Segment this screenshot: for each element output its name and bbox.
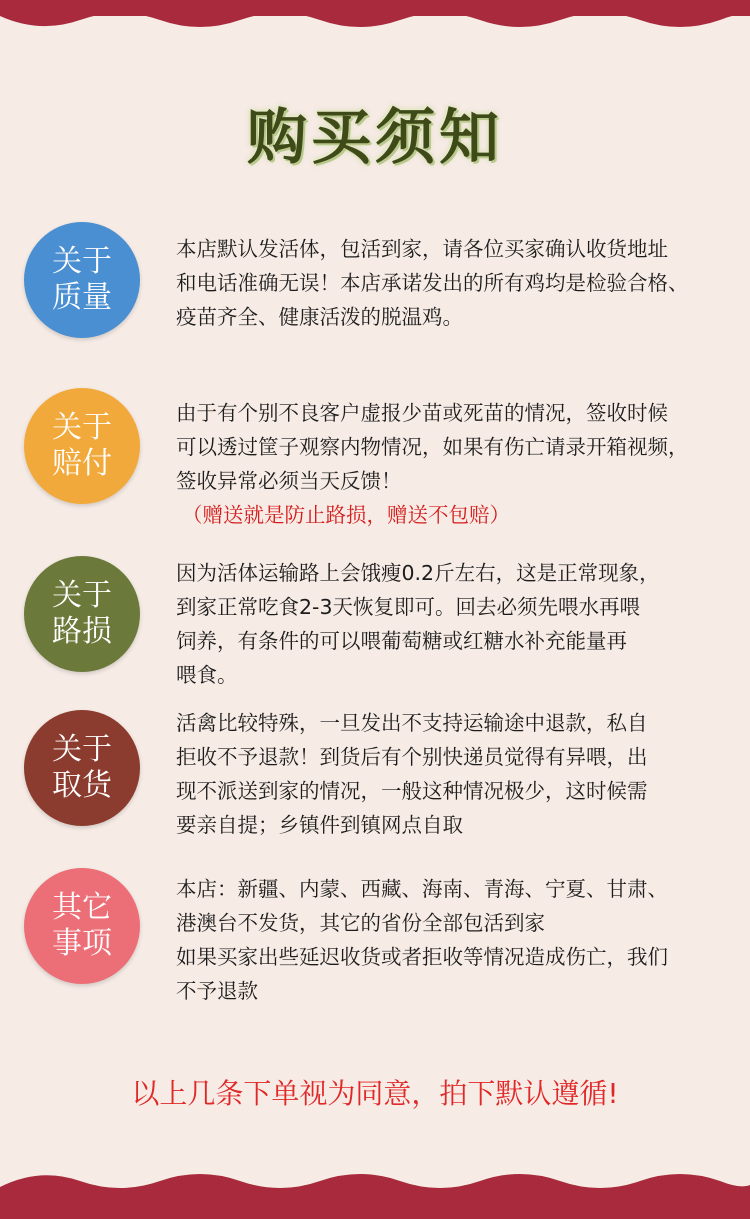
text-line: 可以透过筐子观察内物情况，如果有伤亡请录开箱视频， bbox=[176, 435, 689, 459]
text-line: 本店默认发活体，包活到家，请各位买家确认收货地址 bbox=[176, 237, 668, 261]
page-title: 购买须知 bbox=[247, 103, 503, 173]
compensation-note: （赠送就是防止路损，赠送不包赔） bbox=[182, 503, 510, 527]
text-line: 现不派送到家的情况，一般这种情况极少，这时候需 bbox=[176, 779, 648, 803]
badge-line2: 质量 bbox=[52, 280, 112, 315]
section-text bbox=[176, 396, 736, 532]
badge-line1: 其它 bbox=[52, 890, 112, 925]
badge-line1: 关于 bbox=[52, 410, 112, 445]
quality-badge bbox=[24, 222, 140, 338]
transit-loss-badge bbox=[24, 556, 140, 672]
text-line: 饲养，有条件的可以喂葡萄糖或红糖水补充能量再 bbox=[176, 629, 627, 653]
text-line: 签收异常必须当天反馈！ bbox=[176, 469, 402, 493]
badge-line1: 关于 bbox=[52, 244, 112, 279]
badge-line2: 事项 bbox=[52, 926, 112, 961]
text-line: 本店：新疆、内蒙、西藏、海南、青海、宁夏、甘肃、 bbox=[176, 877, 668, 901]
footer-agreement: 以上几条下单视为同意，拍下默认遵循! bbox=[131, 1077, 619, 1110]
badge-line2: 路损 bbox=[52, 614, 112, 649]
section-text bbox=[176, 232, 736, 334]
text-line: 拒收不予退款！到货后有个别快递员觉得有异喂，出 bbox=[176, 745, 648, 769]
text-line: 要亲自提；乡镇件到镇网点自取 bbox=[176, 813, 463, 837]
pickup-badge bbox=[24, 710, 140, 826]
text-line: 疫苗齐全、健康活泼的脱温鸡。 bbox=[176, 305, 463, 329]
text-line: 到家正常吃食2-3天恢复即可。回去必须先喂水再喂 bbox=[176, 595, 640, 619]
text-line: 和电话准确无误！本店承诺发出的所有鸡均是检验合格、 bbox=[176, 271, 689, 295]
compensation-badge bbox=[24, 388, 140, 504]
text-line: 喂食。 bbox=[176, 663, 238, 687]
text-line: 活禽比较特殊，一旦发出不支持运输途中退款，私自 bbox=[176, 711, 648, 735]
badge-line2: 赔付 bbox=[52, 446, 112, 481]
badge-line1: 关于 bbox=[52, 732, 112, 767]
badge-line2: 取货 bbox=[52, 768, 112, 803]
section-text bbox=[176, 706, 736, 842]
section-text bbox=[176, 556, 736, 692]
other-matters-badge bbox=[24, 868, 140, 984]
text-line: 不予退款 bbox=[176, 979, 258, 1003]
text-line: 如果买家出些延迟收货或者拒收等情况造成伤亡，我们 bbox=[176, 945, 668, 969]
text-line: 港澳台不发货，其它的省份全部包活到家 bbox=[176, 911, 545, 935]
text-line: 由于有个别不良客户虚报少苗或死苗的情况，签收时候 bbox=[176, 401, 668, 425]
badge-line1: 关于 bbox=[52, 578, 112, 613]
text-line: 因为活体运输路上会饿瘦0.2斤左右，这是正常现象， bbox=[176, 561, 660, 585]
section-text bbox=[176, 872, 736, 1008]
